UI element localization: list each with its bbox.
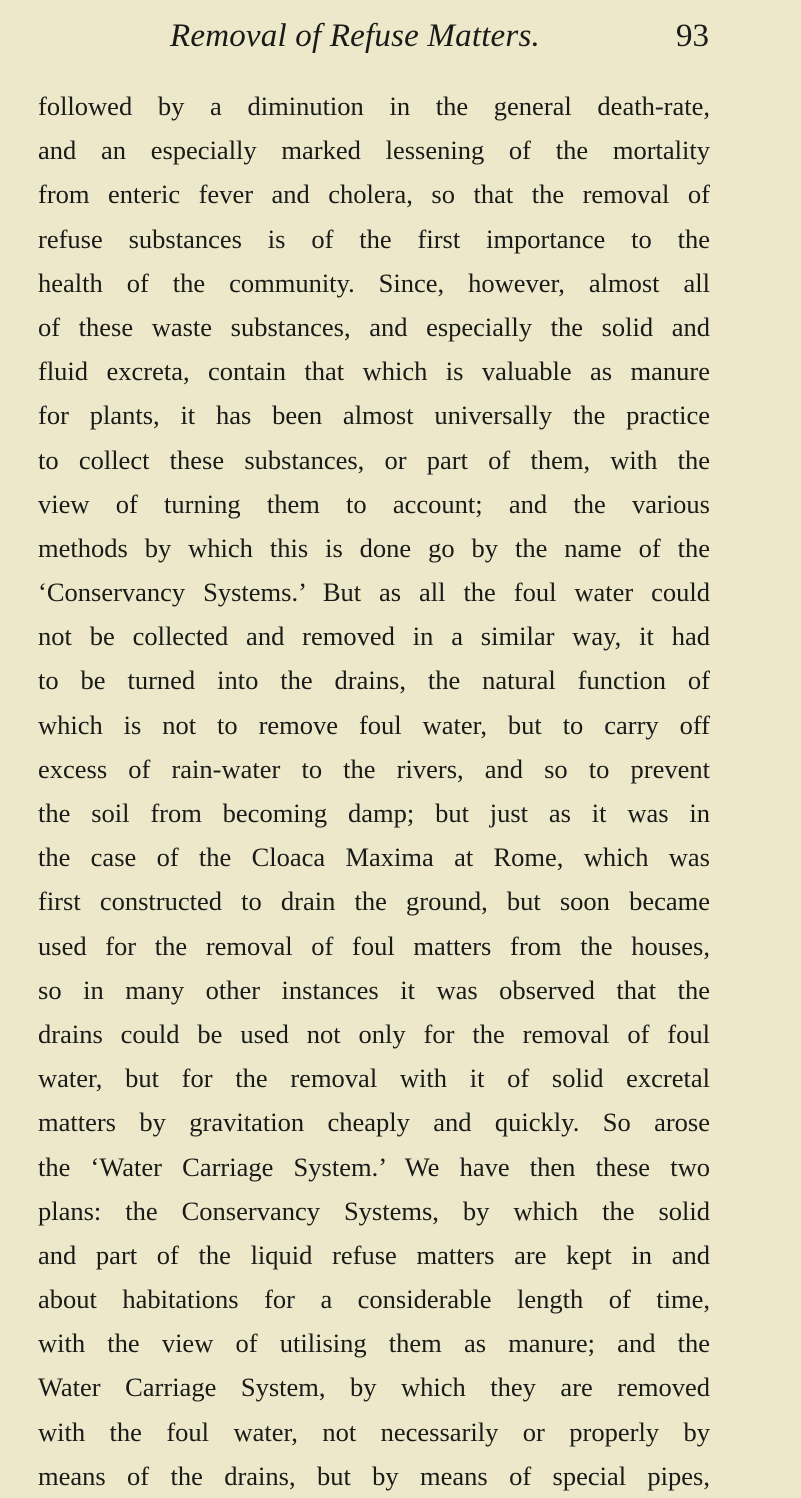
text-line: the ‘Water Carriage System.’ We have then these two <box>38 1151 710 1182</box>
text-line: refuse substances is of the first importance to the <box>38 223 710 254</box>
text-line: of these waste substances, and especially the solid and <box>38 311 710 342</box>
text-line: for plants, it has been almost universally the practice <box>38 400 710 431</box>
running-title: Removal of Refuse Matters. <box>170 18 540 54</box>
text-line: used for the removal of foul matters from the houses, <box>38 930 710 961</box>
text-line: water, but for the removal with it of solid excretal <box>38 1063 710 1094</box>
text-line: plans: the Conservancy Systems, by which the solid <box>38 1195 710 1226</box>
text-line: which is not to remove foul water, but to carry off <box>38 709 710 740</box>
text-line: to collect these substances, or part of them, with the <box>38 444 710 475</box>
body-text <box>38 84 710 1498</box>
text-line: about habitations for a considerable length of time, <box>38 1284 710 1315</box>
text-line: first constructed to drain the ground, but soon became <box>38 886 710 917</box>
text-line: and an especially marked lessening of the mortality <box>38 135 710 166</box>
text-line: excess of rain-water to the rivers, and so to prevent <box>38 753 710 784</box>
page-number: 93 <box>676 18 709 54</box>
text-line: means of the drains, but by means of special pipes, <box>38 1460 710 1491</box>
text-line: the soil from becoming damp; but just as it was in <box>38 798 710 828</box>
text-line: with the foul water, not necessarily or properly by <box>38 1416 710 1447</box>
text-line: so in many other instances it was observed that the <box>38 974 710 1005</box>
text-line: the case of the Cloaca Maxima at Rome, which was <box>38 842 710 873</box>
text-line: drains could be used not only for the removal of foul <box>38 1018 710 1049</box>
text-line: followed by a diminution in the general death-rate, <box>38 91 710 121</box>
text-line: not be collected and removed in a similar way, it had <box>38 621 710 652</box>
text-line: health of the community. Since, however, almost all <box>38 267 710 298</box>
text-line: ‘Conservancy Systems.’ But as all the foul water could <box>38 577 710 608</box>
text-line: and part of the liquid refuse matters are kept in and <box>38 1239 710 1270</box>
text-line: fluid excreta, contain that which is valuable as manure <box>38 356 710 387</box>
text-line: methods by which this is done go by the name of the <box>38 532 710 563</box>
text-line: Water Carriage System, by which they are removed <box>38 1372 710 1403</box>
text-line: with the view of utilising them as manure; and the <box>38 1328 710 1359</box>
text-line: view of turning them to account; and the various <box>38 488 710 519</box>
text-line: to be turned into the drains, the natural function of <box>38 665 710 696</box>
text-line: matters by gravitation cheaply and quickly. So arose <box>38 1107 710 1138</box>
text-line: from enteric fever and cholera, so that the removal of <box>38 179 710 210</box>
page-header <box>0 18 801 68</box>
